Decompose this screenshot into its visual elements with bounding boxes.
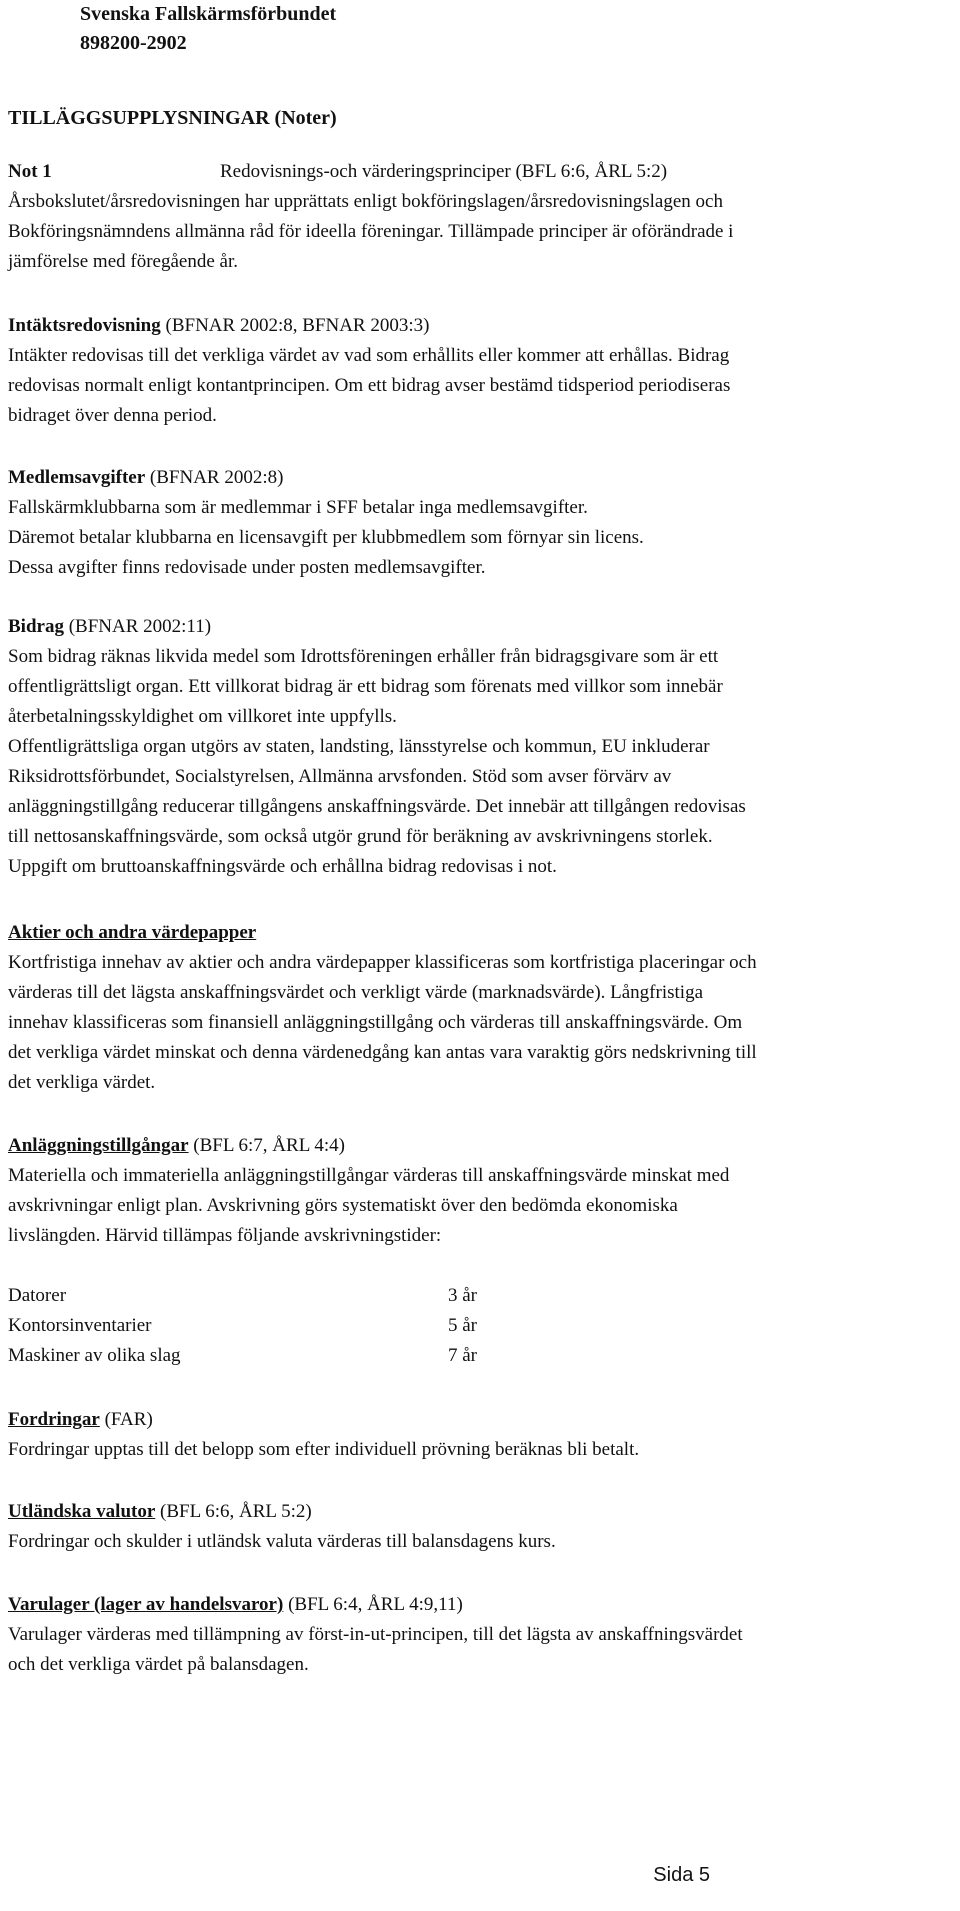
section-line: Varulager värderas med tillämpning av först-in-ut-principen, till det lägsta av anskaffningsvärdet bbox=[8, 1624, 743, 1645]
section-title: Anläggningstillgångar bbox=[8, 1135, 189, 1156]
section-line: Som bidrag räknas likvida medel som Idrottsföreningen erhåller från bidragsgivare som är ett bbox=[8, 646, 719, 667]
section-anlaggningstillgangar bbox=[8, 1131, 948, 1371]
depreciation-period: 5 år bbox=[448, 1315, 478, 1336]
section-line: Uppgift om bruttoanskaffningsvärde och erhållna bidrag redovisas i not. bbox=[8, 856, 557, 877]
section-line: innehav klassificeras som finansiell anläggningstillgång och värderas till anskaffningsvärde. Om bbox=[8, 1012, 743, 1033]
section-intaktsredovisning bbox=[8, 311, 948, 431]
org-number: 898200-2902 bbox=[80, 32, 187, 54]
section-line: Riksidrottsförbundet, Socialstyrelsen, Allmänna arvsfonden. Stöd som avser förvärv av bbox=[8, 766, 672, 787]
section-title: Intäktsredovisning bbox=[8, 315, 161, 336]
section-ref: (FAR) bbox=[99, 1409, 153, 1430]
section-ref: (BFL 6:7, ÅRL 4:4) bbox=[188, 1135, 345, 1156]
section-line: det verkliga värdet minskat och denna värdenedgång kan antas vara varaktig görs nedskrivning till bbox=[8, 1042, 757, 1063]
table-row bbox=[8, 1311, 477, 1341]
note-1-line: jämförelse med föregående år. bbox=[8, 251, 238, 272]
note-1 bbox=[8, 157, 948, 277]
section-varulager bbox=[8, 1590, 948, 1680]
section-line: bidraget över denna period. bbox=[8, 405, 217, 426]
organization-name: Svenska Fallskärmsförbundet bbox=[80, 3, 337, 25]
section-line: Intäkter redovisas till det verkliga värdet av vad som erhållits eller kommer att erhållas. Bidrag bbox=[8, 345, 730, 366]
section-title: Varulager (lager av handelsvaror) bbox=[8, 1594, 284, 1615]
section-line: och det verkliga värdet på balansdagen. bbox=[8, 1654, 309, 1675]
section-line: Kortfristiga innehav av aktier och andra värdepapper klassificeras som kortfristiga placeringar och bbox=[8, 952, 757, 973]
section-aktier bbox=[8, 918, 948, 1098]
section-line: Offentligrättsliga organ utgörs av staten, landsting, länsstyrelse och kommun, EU inkluderar bbox=[8, 736, 710, 757]
section-bidrag bbox=[8, 612, 948, 882]
section-line: Däremot betalar klubbarna en licensavgift per klubbmedlem som förnyar sin licens. bbox=[8, 527, 644, 548]
org-header bbox=[80, 0, 336, 58]
section-line: Fallskärmklubbarna som är medlemmar i SFF betalar inga medlemsavgifter. bbox=[8, 497, 588, 518]
section-title: Bidrag bbox=[8, 616, 64, 637]
section-line: återbetalningsskyldighet om villkoret inte uppfylls. bbox=[8, 706, 397, 727]
section-line: offentligrättsligt organ. Ett villkorat bidrag är ett bidrag som förenats med villkor som innebär bbox=[8, 676, 723, 697]
section-fordringar bbox=[8, 1405, 948, 1465]
section-medlemsavgifter bbox=[8, 463, 948, 583]
section-line: redovisas normalt enligt kontantprincipen. Om ett bidrag avser bestämd tidsperiod periodiseras bbox=[8, 375, 731, 396]
section-ref: (BFL 6:4, ÅRL 4:9,11) bbox=[283, 1594, 463, 1615]
section-utlandska-valutor bbox=[8, 1497, 948, 1557]
section-line: Materiella och immateriella anläggningstillgångar värderas till anskaffningsvärde minskat med bbox=[8, 1165, 730, 1186]
section-line: Fordringar och skulder i utländsk valuta värderas till balansdagens kurs. bbox=[8, 1531, 556, 1552]
section-title: Medlemsavgifter bbox=[8, 467, 146, 488]
section-line: Fordringar upptas till det belopp som efter individuell prövning beräknas bli betalt. bbox=[8, 1439, 640, 1460]
section-title: Utländska valutor bbox=[8, 1501, 156, 1522]
section-line: det verkliga värdet. bbox=[8, 1072, 156, 1093]
section-line: livslängden. Härvid tillämpas följande avskrivningstider: bbox=[8, 1225, 442, 1246]
section-ref: (BFNAR 2002:8, BFNAR 2003:3) bbox=[160, 315, 430, 336]
section-line: Dessa avgifter finns redovisade under posten medlemsavgifter. bbox=[8, 557, 486, 578]
document-title: TILLÄGGSUPPLYSNINGAR (Noter) bbox=[8, 107, 337, 129]
asset-type: Kontorsinventarier bbox=[8, 1315, 152, 1336]
table-row bbox=[8, 1281, 477, 1311]
section-ref: (BFNAR 2002:8) bbox=[145, 467, 284, 488]
page-number: Sida 5 bbox=[653, 1864, 710, 1886]
section-line: värderas till det lägsta anskaffningsvärdet och verkligt värde (marknadsvärde). Långfristiga bbox=[8, 982, 704, 1003]
note-1-line: Bokföringsnämndens allmänna råd för ideella föreningar. Tillämpade principer är oförändrade i bbox=[8, 221, 734, 242]
section-line: avskrivningar enligt plan. Avskrivning görs systematiskt över den bedömda ekonomiska bbox=[8, 1195, 678, 1216]
section-title: Fordringar bbox=[8, 1409, 100, 1430]
note-1-heading: Redovisnings-och värderingsprinciper (BFL 6:6, ÅRL 5:2) bbox=[220, 161, 668, 182]
section-ref: (BFNAR 2002:11) bbox=[63, 616, 212, 637]
depreciation-table bbox=[8, 1281, 477, 1371]
asset-type: Datorer bbox=[8, 1285, 67, 1306]
depreciation-period: 7 år bbox=[448, 1345, 478, 1366]
section-line: anläggningstillgång reducerar tillgångens anskaffningsvärde. Det innebär att tillgången redovisas bbox=[8, 796, 746, 817]
asset-type: Maskiner av olika slag bbox=[8, 1345, 181, 1366]
table-row bbox=[8, 1341, 477, 1371]
section-title: Aktier och andra värdepapper bbox=[8, 922, 257, 943]
note-1-label: Not 1 bbox=[8, 161, 52, 182]
section-ref: (BFL 6:6, ÅRL 5:2) bbox=[155, 1501, 312, 1522]
note-1-line: Årsbokslutet/årsredovisningen har upprättats enligt bokföringslagen/årsredovisningslagen och bbox=[8, 191, 723, 212]
depreciation-period: 3 år bbox=[448, 1285, 478, 1306]
section-line: till nettosanskaffningsvärde, som också utgör grund för beräkning av avskrivningens storlek. bbox=[8, 826, 713, 847]
